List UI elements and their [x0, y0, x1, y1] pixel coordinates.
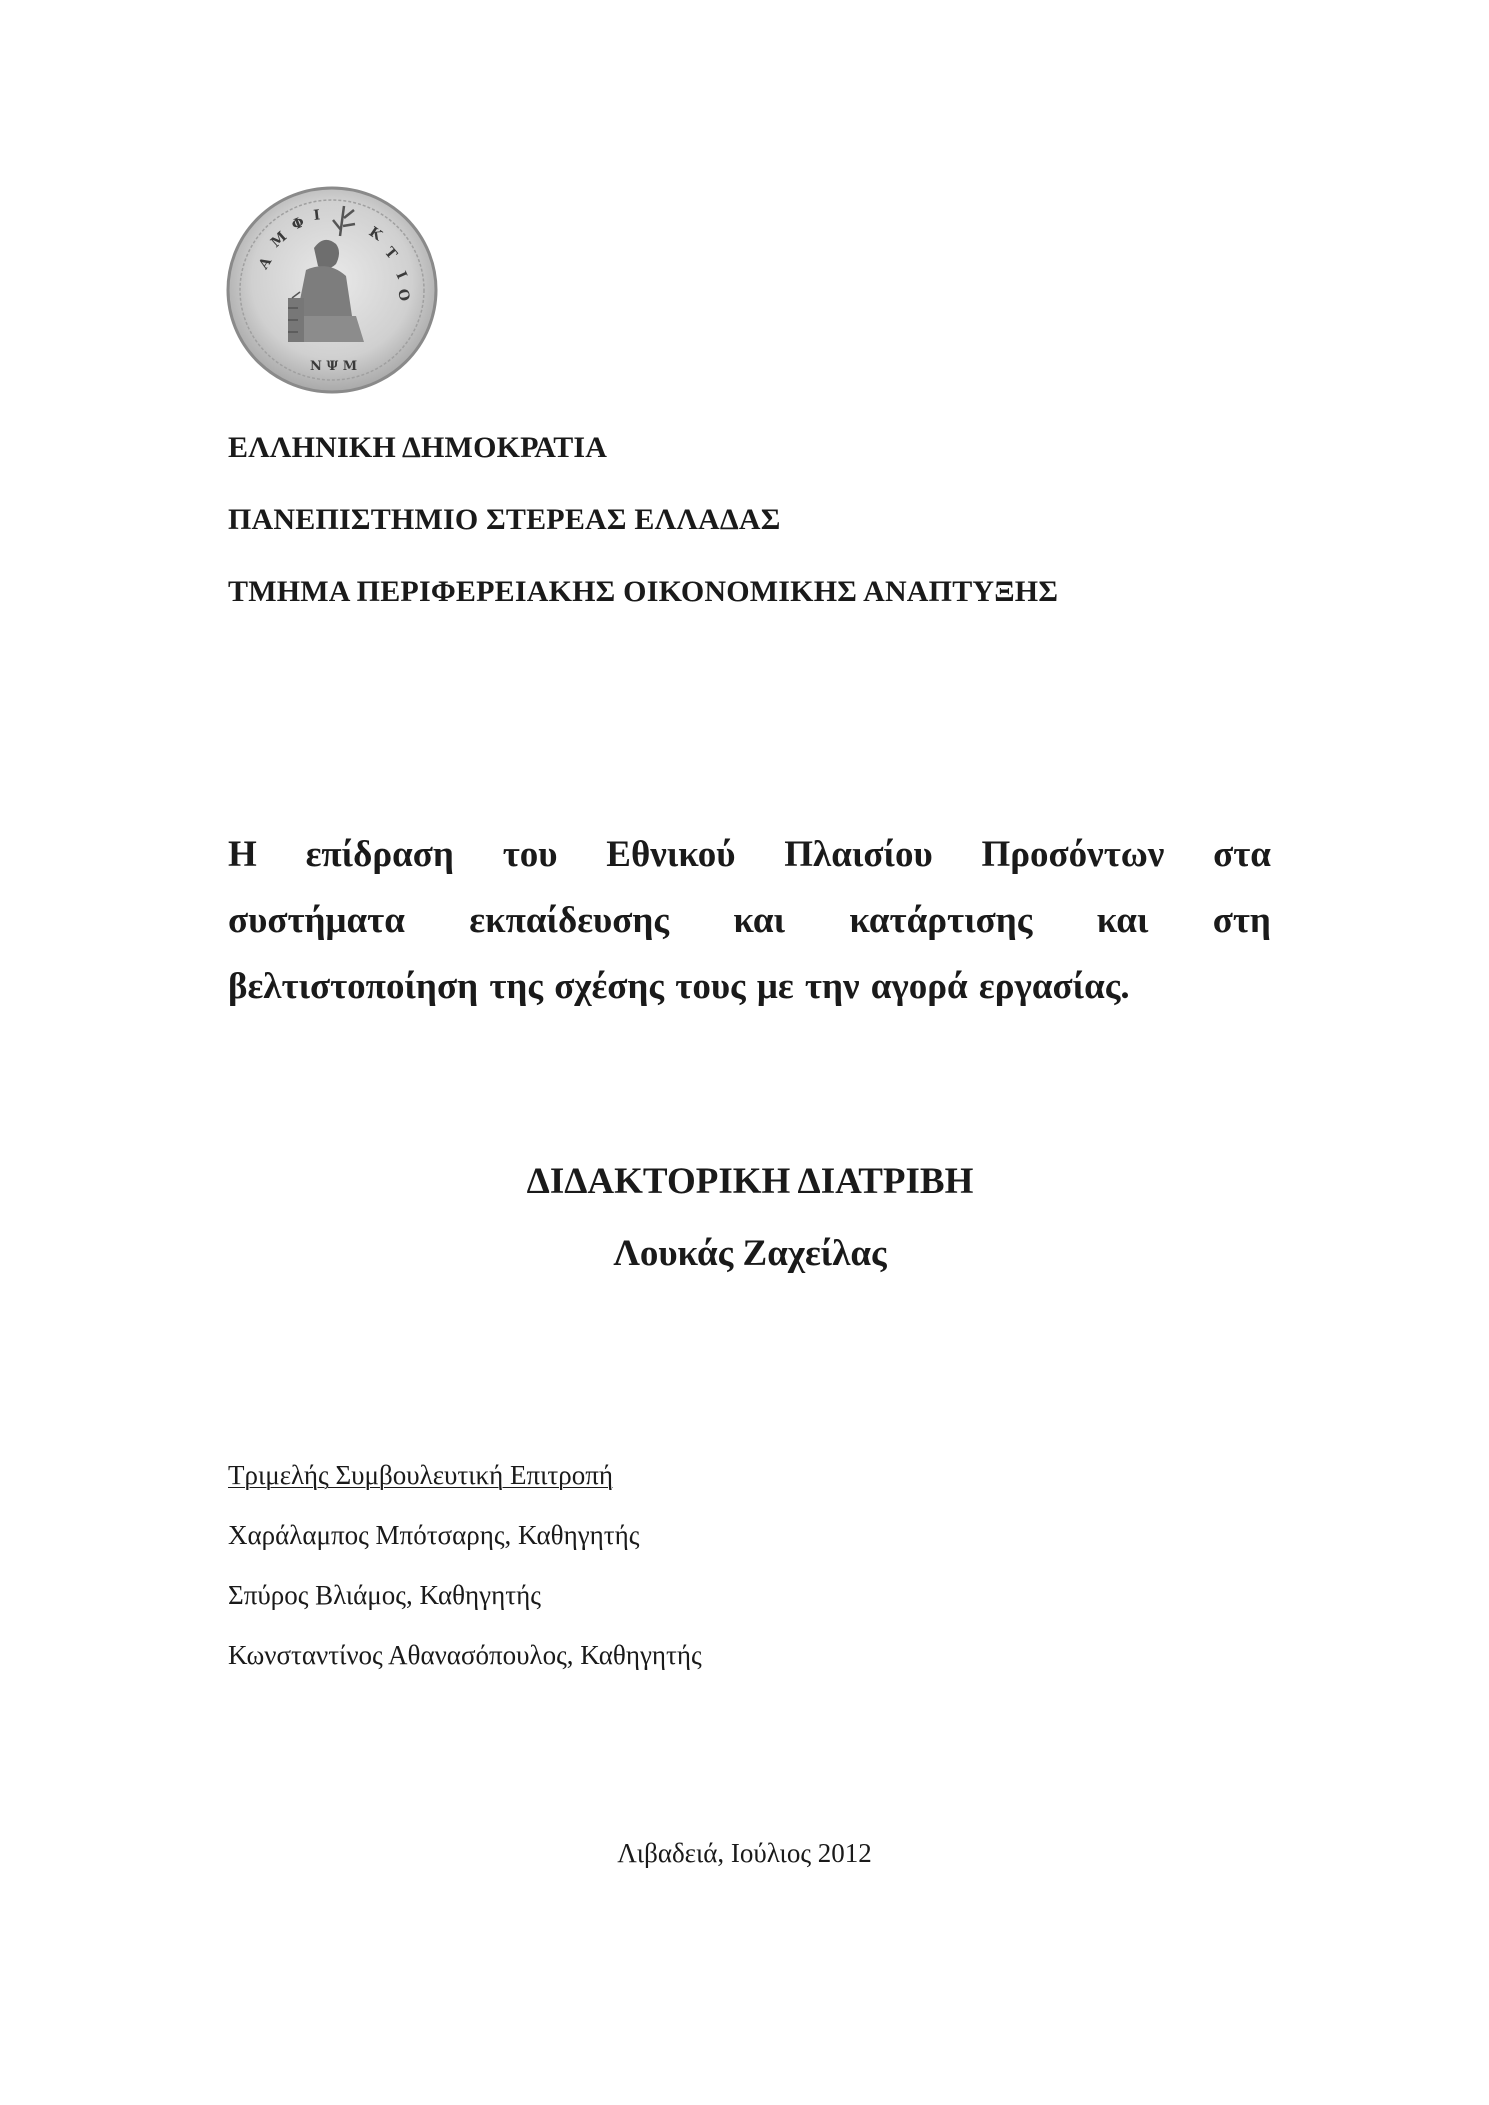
header-republic: ΕΛΛΗΝΙΚΗ ΔΗΜΟΚΡΑΤΙΑ [228, 431, 608, 464]
svg-text:Ι: Ι [392, 269, 410, 282]
thesis-title-line-1 [228, 822, 1271, 888]
title-word: Εθνικού [606, 834, 736, 875]
committee-member: Χαράλαμπος Μπότσαρης, Καθηγητής [228, 1520, 640, 1550]
title-word: στα [1213, 834, 1271, 875]
document-type: ΔΙΔΑΚΤΟΡΙΚΗ ΔΙΑΤΡΙΒΗ [526, 1161, 974, 1202]
title-word: Πλαισίου [784, 834, 933, 875]
svg-text:Μ: Μ [267, 228, 291, 251]
title-word: στη [1212, 900, 1271, 941]
university-seal-icon [222, 178, 442, 398]
svg-text:Ι: Ι [312, 207, 321, 224]
title-word: Προσόντων [981, 834, 1165, 875]
svg-text:Α: Α [255, 254, 276, 273]
header-university: ΠΑΝΕΠΙΣΤΗΜΙΟ ΣΤΕΡΕΑΣ ΕΛΛΑΔΑΣ [228, 503, 781, 536]
title-word: κατάρτισης [849, 900, 1033, 941]
svg-text:Ο: Ο [394, 287, 413, 303]
thesis-title [228, 822, 1271, 1020]
committee-heading: Τριμελής Συμβουλευτική Επιτροπή [228, 1460, 613, 1490]
committee-member: Κωνσταντίνος Αθανασόπουλος, Καθηγητής [228, 1640, 702, 1670]
title-word: και [733, 900, 785, 941]
title-word: Η [228, 834, 257, 875]
thesis-title-line-3: βελτιστοποίηση της σχέσης τους με την αγορά εργασίας. [228, 966, 1130, 1007]
title-word: του [502, 834, 558, 875]
header-department: ΤΜΗΜΑ ΠΕΡΙΦΕΡΕΙΑΚΗΣ ΟΙΚΟΝΟΜΙΚΗΣ ΑΝΑΠΤΥΞΗΣ [228, 575, 1059, 608]
svg-text:Φ: Φ [289, 214, 307, 234]
place-and-date: Λιβαδειά, Ιούλιος 2012 [617, 1838, 872, 1868]
title-word: επίδραση [305, 834, 454, 875]
committee-member: Σπύρος Βλιάμος, Καθηγητής [228, 1580, 541, 1610]
title-word: και [1096, 900, 1149, 941]
svg-text:Τ: Τ [380, 244, 400, 263]
thesis-title-line-2 [228, 888, 1271, 954]
author-name: Λουκάς Ζαχείλας [613, 1233, 887, 1274]
title-word: συστήματα [228, 900, 405, 941]
svg-text:Κ: Κ [365, 224, 385, 245]
svg-text:Ν Ψ Μ: Ν Ψ Μ [310, 359, 358, 374]
title-word: εκπαίδευσης [469, 900, 669, 941]
